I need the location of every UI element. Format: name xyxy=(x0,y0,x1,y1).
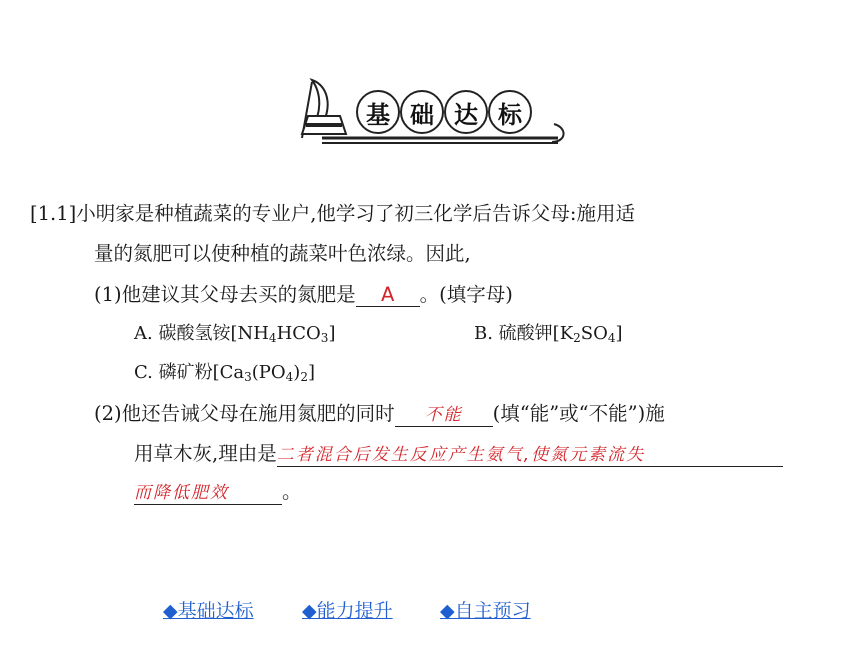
reason-blank-1 xyxy=(277,443,783,467)
part2-line2 xyxy=(134,440,783,468)
part2-answer: 不能 xyxy=(424,405,463,425)
option-b-end: ] xyxy=(615,323,623,344)
banner-char-4: 标 xyxy=(488,90,532,134)
question-stem-line2: 量的氮肥可以使种植的蔬菜叶色浓绿。因此, xyxy=(94,242,471,265)
part2-line2-prefix: 用草木灰,理由是 xyxy=(134,442,277,465)
nav-link-basic[interactable]: ◆基础达标 xyxy=(163,600,254,622)
part2-answer-blank xyxy=(395,403,493,427)
part1-prefix: (1)他建议其父母去买的氮肥是 xyxy=(94,283,356,306)
part1-answer-blank xyxy=(356,284,420,307)
option-b-text: B. 硫酸钾[K xyxy=(474,323,574,344)
option-c-mid2: ) xyxy=(293,362,301,383)
banner-char-1: 基 xyxy=(356,90,400,134)
question-stem-line1 xyxy=(30,200,635,228)
part1-suffix: 。(填字母) xyxy=(419,283,513,306)
option-a-sub: 4 xyxy=(268,331,277,345)
option-c-sub2: 4 xyxy=(285,370,294,384)
banner-char-3: 达 xyxy=(444,90,488,134)
nav-link-preview[interactable]: ◆自主预习 xyxy=(440,600,531,622)
option-a-end: ] xyxy=(328,323,336,344)
option-b-sub: 2 xyxy=(573,331,581,345)
part2-prefix: (2)他还告诫父母在施用氮肥的同时 xyxy=(94,402,395,425)
option-b-sub2: 4 xyxy=(607,331,616,345)
part2-line3 xyxy=(134,478,302,506)
option-a-text: A. 碳酸氢铵[NH xyxy=(134,323,269,344)
option-b xyxy=(474,320,623,348)
part1-line xyxy=(94,281,513,309)
option-b-mid: SO xyxy=(580,323,608,344)
stem-text-1: 小明家是种植蔬菜的专业户,他学习了初三化学后告诉父母:施用适 xyxy=(76,202,636,225)
option-a xyxy=(134,320,335,348)
option-c-sub: 3 xyxy=(244,370,252,384)
banner-char-2: 础 xyxy=(400,90,444,134)
option-c xyxy=(134,359,315,387)
option-c-end: ] xyxy=(307,362,315,383)
question-number: [1.1] xyxy=(30,202,77,225)
reason-line2: 而降低肥效 xyxy=(134,483,229,503)
part2-line1 xyxy=(94,400,665,428)
option-a-mid: HCO xyxy=(276,323,321,344)
part2-suffix: (填“能”或“不能”)施 xyxy=(492,402,665,425)
reason-blank-2 xyxy=(134,481,282,505)
section-banner xyxy=(282,72,572,152)
option-c-mid: (PO xyxy=(251,362,286,383)
part1-answer: A xyxy=(380,283,395,306)
option-a-sub2: 3 xyxy=(320,331,329,345)
nav-link-ability[interactable]: ◆能力提升 xyxy=(302,600,393,622)
option-c-sub3: 2 xyxy=(300,370,308,384)
reason-line1: 二者混合后发生反应产生氨气,使氮元素流失 xyxy=(276,445,646,465)
option-c-text: C. 磷矿粉[Ca xyxy=(134,362,245,383)
reason-end: 。 xyxy=(282,480,302,503)
